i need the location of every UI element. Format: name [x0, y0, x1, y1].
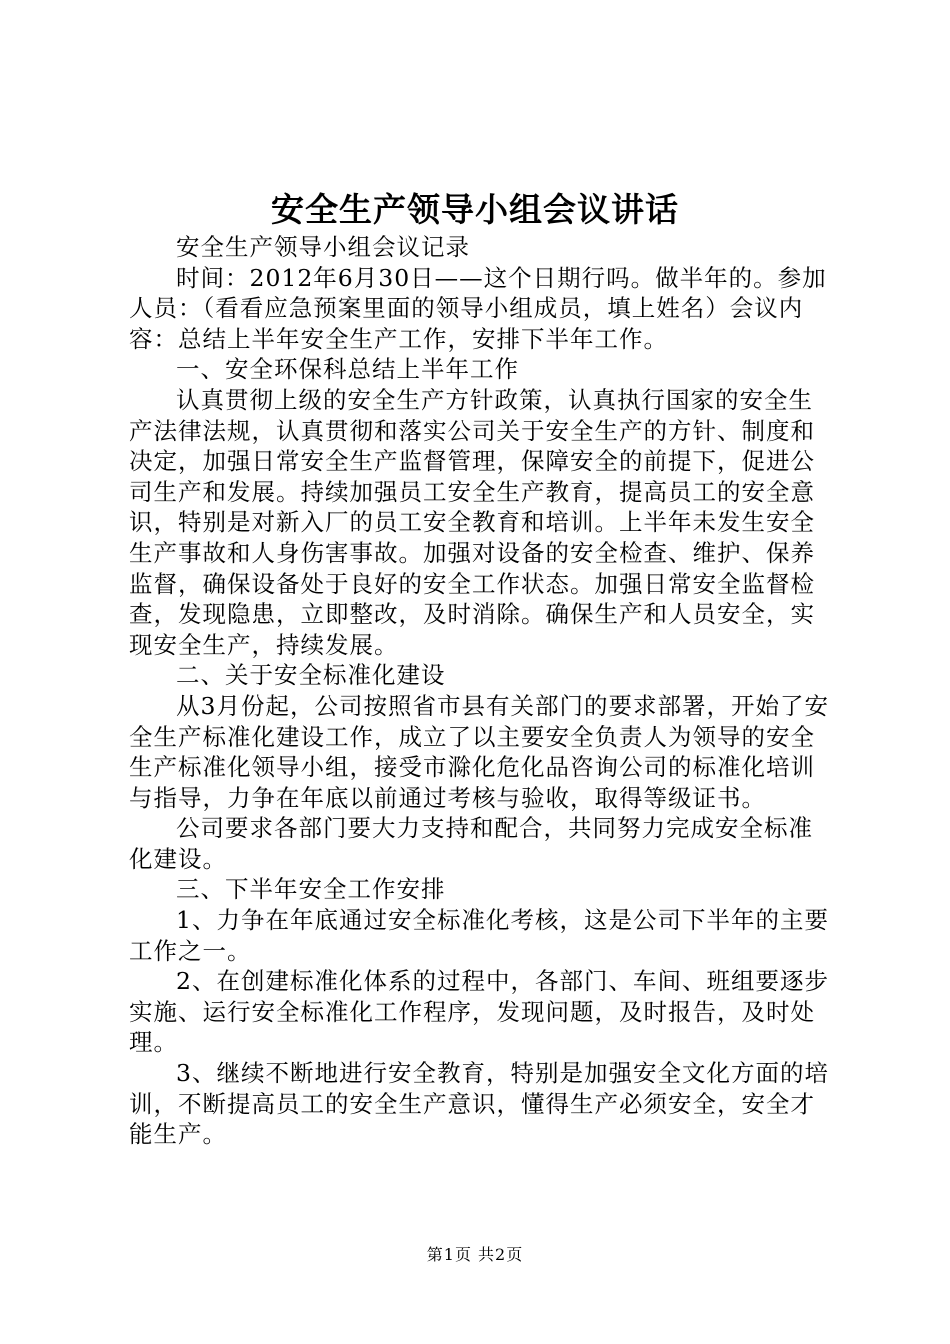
list-item-3: 3、继续不断地进行安全教育，特别是加强安全文化方面的培训，不断提高员工的安全生产意识，懂得生产必须安全，安全才能生产。: [129, 1059, 829, 1149]
document-body: [129, 232, 835, 1150]
document-title: 安全生产领导小组会议讲话: [271, 190, 679, 229]
list-item-1: 1、力争在年底通过安全标准化考核，这是公司下半年的主要工作之一。: [129, 906, 829, 965]
page-number-footer: 第1页 共2页: [426, 1245, 524, 1264]
paragraph-first-half-summary: 认真贯彻上级的安全生产方针政策，认真执行国家的安全生产法律法规，认真贯彻和落实公司关于安全生产的方针、制度和决定，加强日常安全生产监督管理，保障安全的前提下，促进公司生产和发展。持续加强员工安全生产教育，提高员工的安全意识，特别是对新入厂的员工安全教育和培训。上半年未发生安全生产事故和人身伤害事故。加强对设备的安全检查、维护、保养监督，确保设备处于良好的安全工作状态。加强日常安全监督检查，发现隐患，立即整改，及时消除。确保生产和人员安全，实现安全生产，持续发展。: [129, 385, 815, 659]
paragraph-standardization: 从3月份起，公司按照省市县有关部门的要求部署，开始了安全生产标准化建设工作，成立了以主要安全负责人为领导的安全生产标准化领导小组，接受市滁化危化品咨询公司的标准化培训与指导，力争在年底以前通过考核与验收，取得等级证书。: [129, 691, 829, 812]
paragraph-department-support: 公司要求各部门要大力支持和配合，共同努力完成安全标准化建设。: [129, 814, 813, 873]
section-heading-3: 三、下半年安全工作安排: [176, 875, 446, 904]
paragraph-meeting-record-heading: 安全生产领导小组会议记录: [176, 233, 470, 261]
section-heading-2: 二、关于安全标准化建设: [176, 661, 446, 690]
paragraph-meeting-info: 时间：2012年6月30日——这个日期行吗。做半年的。参加人员：（看看应急预案里面的领导小组成员，填上姓名）会议内容：总结上半年安全生产工作，安排下半年工作。: [129, 263, 827, 353]
section-heading-1: 一、安全环保科总结上半年工作: [176, 355, 519, 384]
list-item-2: 2、在创建标准化体系的过程中，各部门、车间、班组要逐步实施、运行安全标准化工作程序，发现问题，及时报告，及时处理。: [129, 967, 829, 1057]
